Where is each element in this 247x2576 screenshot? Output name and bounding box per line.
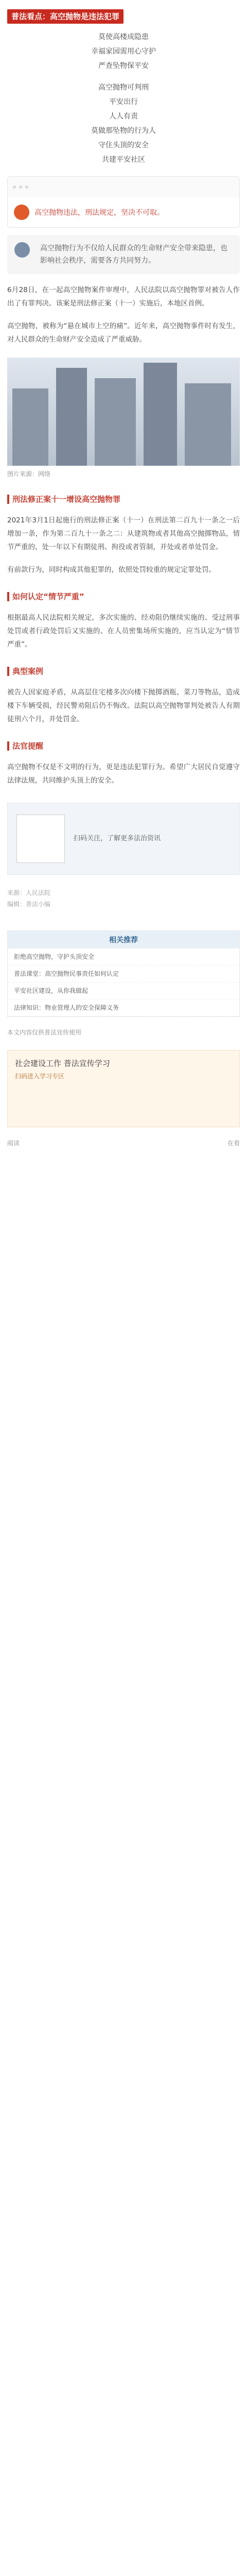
editor-text: 编辑：普法小编	[7, 901, 51, 908]
source-text: 来源：人民法院	[7, 889, 51, 896]
section-heading: 刑法修正案十一增设高空抛物罪	[7, 494, 240, 504]
section-heading: 典型案例	[7, 666, 240, 676]
banner-header	[8, 177, 239, 197]
paragraph: 2021年3月1日起施行的刑法修正案（十一）在刑法第二百九十一条之一后增加一条，作为第二百九十一条之二：从建筑物或者其他高空抛掷物品，情节严重的，处一年以下有期徒刑、拘役或者管制，并处或者单处罚金。	[7, 516, 240, 551]
poem-line: 幸福家园需用心守护	[91, 47, 156, 56]
banner-text: 高空抛物违法，刑法规定，坚决不可取。	[34, 209, 164, 217]
poem-line: 守住头顶的安全	[98, 141, 149, 149]
paragraph: 高空抛物不仅是不文明的行为，更是违法犯罪行为。希望广大居民自觉遵守法律法规，共同维护头顶上的安全。	[7, 763, 240, 785]
building-photo	[7, 358, 240, 466]
paragraph: 被告人因家庭矛盾，从高层住宅楼多次向楼下抛掷酒瓶、菜刀等物品，造成楼下车辆受损，经民警劝阻后仍不悔改。法院以高空抛物罪判处被告人有期徒刑六个月，并处罚金。	[7, 688, 240, 723]
paragraph: 高空抛物，被称为“悬在城市上空的痛”。近年来，高空抛物事件时有发生，对人民群众的生命财产安全造成了严重威胁。	[7, 322, 240, 344]
poem-line: 高空抛物可判刑	[98, 83, 149, 92]
paragraph: 有前款行为，同时构成其他犯罪的，依照处罚较重的规定定罪处罚。	[7, 566, 216, 574]
footer-text: 本文内容仅供普法宣传使用	[7, 1029, 82, 1036]
ad-subtitle: 扫码进入学习专区	[15, 1073, 65, 1080]
qr-promo	[7, 803, 240, 875]
intro-poem	[0, 27, 247, 167]
recommend-link[interactable]: 平安社区建设，从你我做起	[8, 982, 239, 999]
bottom-ad[interactable]	[7, 1050, 240, 1127]
qr-code-icon[interactable]	[17, 815, 64, 862]
paragraph: 根据最高人民法院相关规定，多次实施的、经劝阻仍继续实施的、受过刑事处罚或者行政处罚后又实施的、在人员密集场所实施的，应当认定为“情节严重”。	[7, 614, 240, 649]
recommend-title: 相关推荐	[8, 931, 239, 948]
section-heading: 如何认定“情节严重”	[7, 591, 240, 602]
qr-text: 扫码关注，了解更多法治资讯	[74, 835, 161, 842]
poem-line: 严查坠物保平安	[98, 62, 149, 70]
like-button[interactable]: 在看	[227, 1140, 240, 1147]
poem-line: 人人有责	[109, 112, 138, 121]
avatar	[14, 205, 29, 220]
poem-line: 莫做那坠物的行为人	[91, 127, 156, 135]
quote-card	[7, 235, 240, 274]
tag-row	[0, 0, 247, 27]
read-count: 阅读	[7, 1140, 20, 1147]
bottom-bar	[7, 1134, 240, 1151]
category-tag: 普法看点：高空抛物是违法犯罪	[7, 9, 123, 24]
avatar	[14, 242, 30, 258]
recommend-link[interactable]: 拒绝高空抛物，守护头顶安全	[8, 948, 239, 965]
poem-line: 共建平安社区	[102, 156, 145, 164]
quote-text: 高空抛物行为不仅给人民群众的生命财产安全带来隐患，也影响社会秩序，需要各方共同努力。	[40, 244, 227, 265]
poem-line: 莫使高楼成隐患	[98, 33, 149, 41]
ad-title: 社会建设工作 普法宣传学习	[15, 1059, 110, 1068]
recommend-link[interactable]: 普法课堂：高空抛物民事责任如何认定	[8, 965, 239, 982]
recommend-box	[7, 930, 240, 1017]
highlight-banner	[7, 176, 240, 228]
section-heading: 法官提醒	[7, 740, 240, 751]
poem-line: 平安出行	[109, 98, 138, 106]
recommend-link[interactable]: 法律知识：物业管理人的安全保障义务	[8, 999, 239, 1016]
paragraph: 6月28日，在一起高空抛物案件审理中，人民法院以高空抛物罪对被告人作出了有罪判决。该案是刑法修正案（十一）实施后，本地区首例。	[7, 286, 240, 308]
article-meta	[0, 887, 247, 910]
photo-caption: 图片来源：网络	[7, 470, 51, 478]
